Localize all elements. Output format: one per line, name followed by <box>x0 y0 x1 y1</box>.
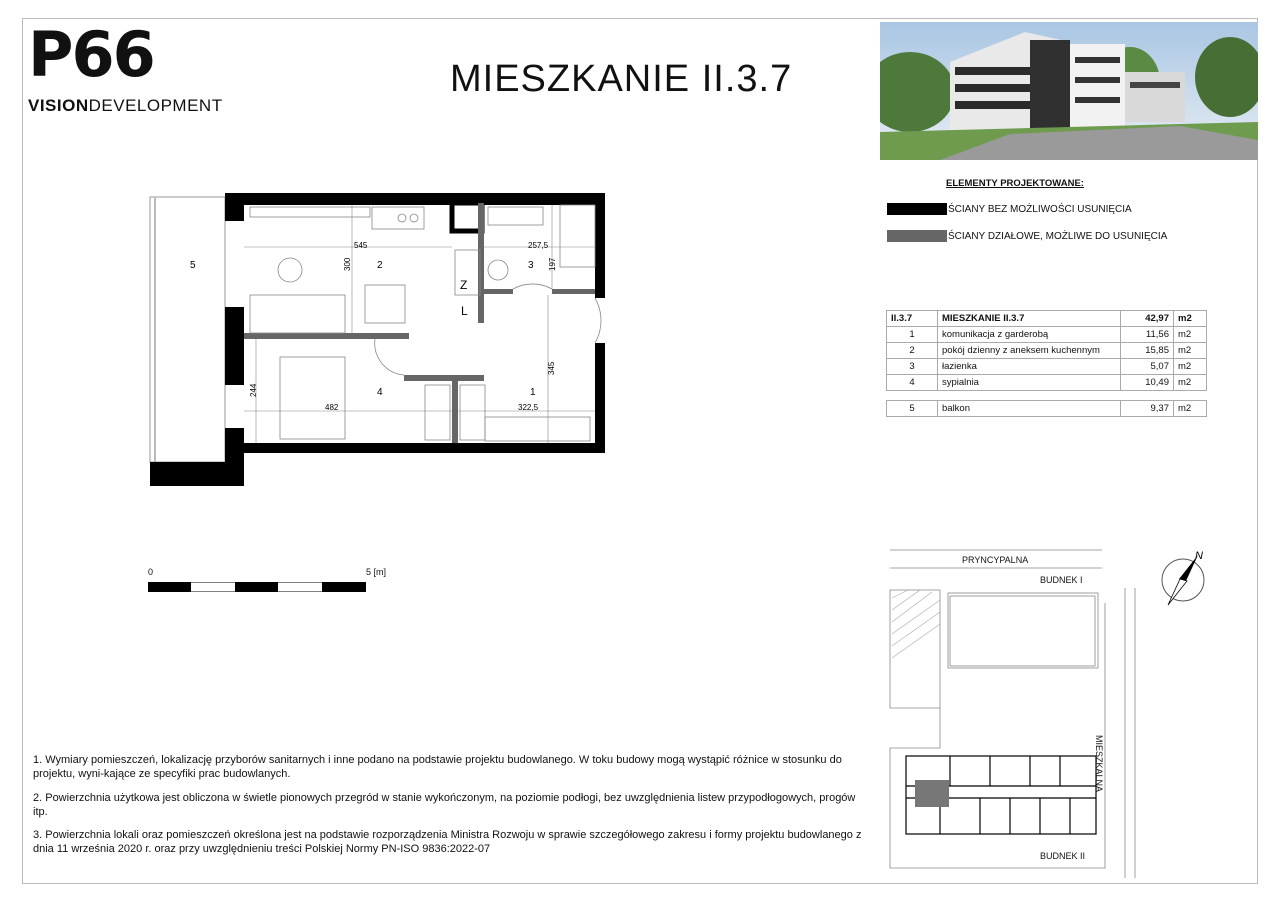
room-unit: m2 <box>1174 327 1207 343</box>
note-1: 1. Wymiary pomieszczeń, lokalizację przyborów sanitarnych i inne podano na podstawie projektu budowlanego. W toku budowy mogą wystąpić różnice w stosunku do projektu, wyni-kające ze specyfiki prac budowlanych. <box>33 754 842 781</box>
legend-label-structural: ŚCIANY BEZ MOŻLIWOŚCI USUNIĘCIA <box>948 204 1132 215</box>
notes <box>33 753 863 866</box>
room-number: 5 <box>887 401 938 417</box>
logo <box>28 18 223 116</box>
dimension-197: 197 <box>548 257 557 271</box>
room-area: 10,49 <box>1121 375 1174 391</box>
room-label-4: 4 <box>377 387 383 398</box>
north-label: N <box>1195 550 1203 562</box>
building-render-image <box>880 22 1258 160</box>
room-label-1: 1 <box>530 387 536 398</box>
site-plan <box>880 548 1150 878</box>
apartment-unit: m2 <box>1174 311 1207 327</box>
apartment-name: MIESZKANIE II.3.7 <box>938 311 1121 327</box>
table-header-row <box>887 311 1207 327</box>
apartment-highlight <box>915 780 949 807</box>
room-label-2: 2 <box>377 260 383 271</box>
note-3: 3. Powierzchnia lokali oraz pomieszczeń określona jest na podstawie rozporządzenia Ministra Rozwoju w sprawie szczegółowego zakresu i formy projektu budowlanego z dnia 11 września 2020 r. oraz przy uwzględnieniu treści Polskiej Normy PN-ISO 9836:2022-07 <box>33 829 862 856</box>
room-name: komunikacja z garderobą <box>938 327 1121 343</box>
brand-name <box>28 96 223 116</box>
brand-rest: DEVELOPMENT <box>88 96 223 115</box>
room-label-3: 3 <box>528 260 534 271</box>
partition-walls <box>244 203 595 443</box>
dimension-345: 345 <box>547 361 556 375</box>
room-area: 11,56 <box>1121 327 1174 343</box>
dimension-300: 300 <box>343 257 352 271</box>
wardrobe-mark-l: L <box>461 304 468 318</box>
legend-swatch-structural <box>887 203 947 215</box>
scale-bar <box>148 582 366 592</box>
legend-label-partition: ŚCIANY DZIAŁOWE, MOŻLIWE DO USUNIĘCIA <box>948 231 1168 242</box>
dimension-545: 545 <box>354 241 368 250</box>
brand-bold: VISION <box>28 96 89 115</box>
scale-end: 5 [m] <box>366 567 387 577</box>
structural-walls <box>150 193 605 486</box>
room-unit: m2 <box>1174 401 1207 417</box>
apartment-code: II.3.7 <box>887 311 938 327</box>
legend-swatch-partition <box>887 230 947 242</box>
dimension-244: 244 <box>249 383 258 397</box>
logo-mark: P66 <box>28 18 154 91</box>
street-label-right: MIESZKALNA <box>1094 735 1104 793</box>
north-arrow-icon <box>1158 545 1208 607</box>
scale-start: 0 <box>148 567 154 577</box>
room-name: sypialnia <box>938 375 1121 391</box>
dimension-482: 482 <box>325 403 339 412</box>
balcony-table <box>886 400 1207 417</box>
building-2-label: BUDNEK II <box>1040 851 1086 861</box>
room-unit: m2 <box>1174 375 1207 391</box>
dimension-322-5: 322,5 <box>518 403 539 412</box>
room-name: balkon <box>938 401 1121 417</box>
building-1-label: BUDNEK I <box>1040 575 1083 585</box>
room-unit: m2 <box>1174 343 1207 359</box>
area-table <box>886 310 1207 391</box>
room-unit: m2 <box>1174 359 1207 375</box>
apartment-area: 42,97 <box>1121 311 1174 327</box>
table-row <box>887 343 1207 359</box>
room-label-5: 5 <box>190 260 196 271</box>
balcony-outline <box>150 197 225 462</box>
room-name: łazienka <box>938 359 1121 375</box>
dimension-257-5: 257,5 <box>528 241 549 250</box>
street-label-top: PRYNCYPALNA <box>962 555 1029 565</box>
note-2: 2. Powierzchnia użytkowa jest obliczona w świetle pionowych przegród w stanie wykończonym, na poziomie podłogi, bez uwzględnienia listew przypodłogowych, progów itp. <box>33 791 856 818</box>
floor-plan <box>140 185 620 495</box>
room-name: pokój dzienny z aneksem kuchennym <box>938 343 1121 359</box>
room-number: 2 <box>887 343 938 359</box>
room-area: 5,07 <box>1121 359 1174 375</box>
room-number: 4 <box>887 375 938 391</box>
table-row <box>887 401 1207 417</box>
page-title: MIESZKANIE II.3.7 <box>450 58 793 100</box>
room-number: 1 <box>887 327 938 343</box>
room-area: 9,37 <box>1121 401 1174 417</box>
table-row <box>887 359 1207 375</box>
wardrobe-mark-z: Z <box>460 278 468 292</box>
table-row <box>887 327 1207 343</box>
legend-heading: ELEMENTY PROJEKTOWANE: <box>946 178 1084 189</box>
room-area: 15,85 <box>1121 343 1174 359</box>
room-number: 3 <box>887 359 938 375</box>
table-row <box>887 375 1207 391</box>
